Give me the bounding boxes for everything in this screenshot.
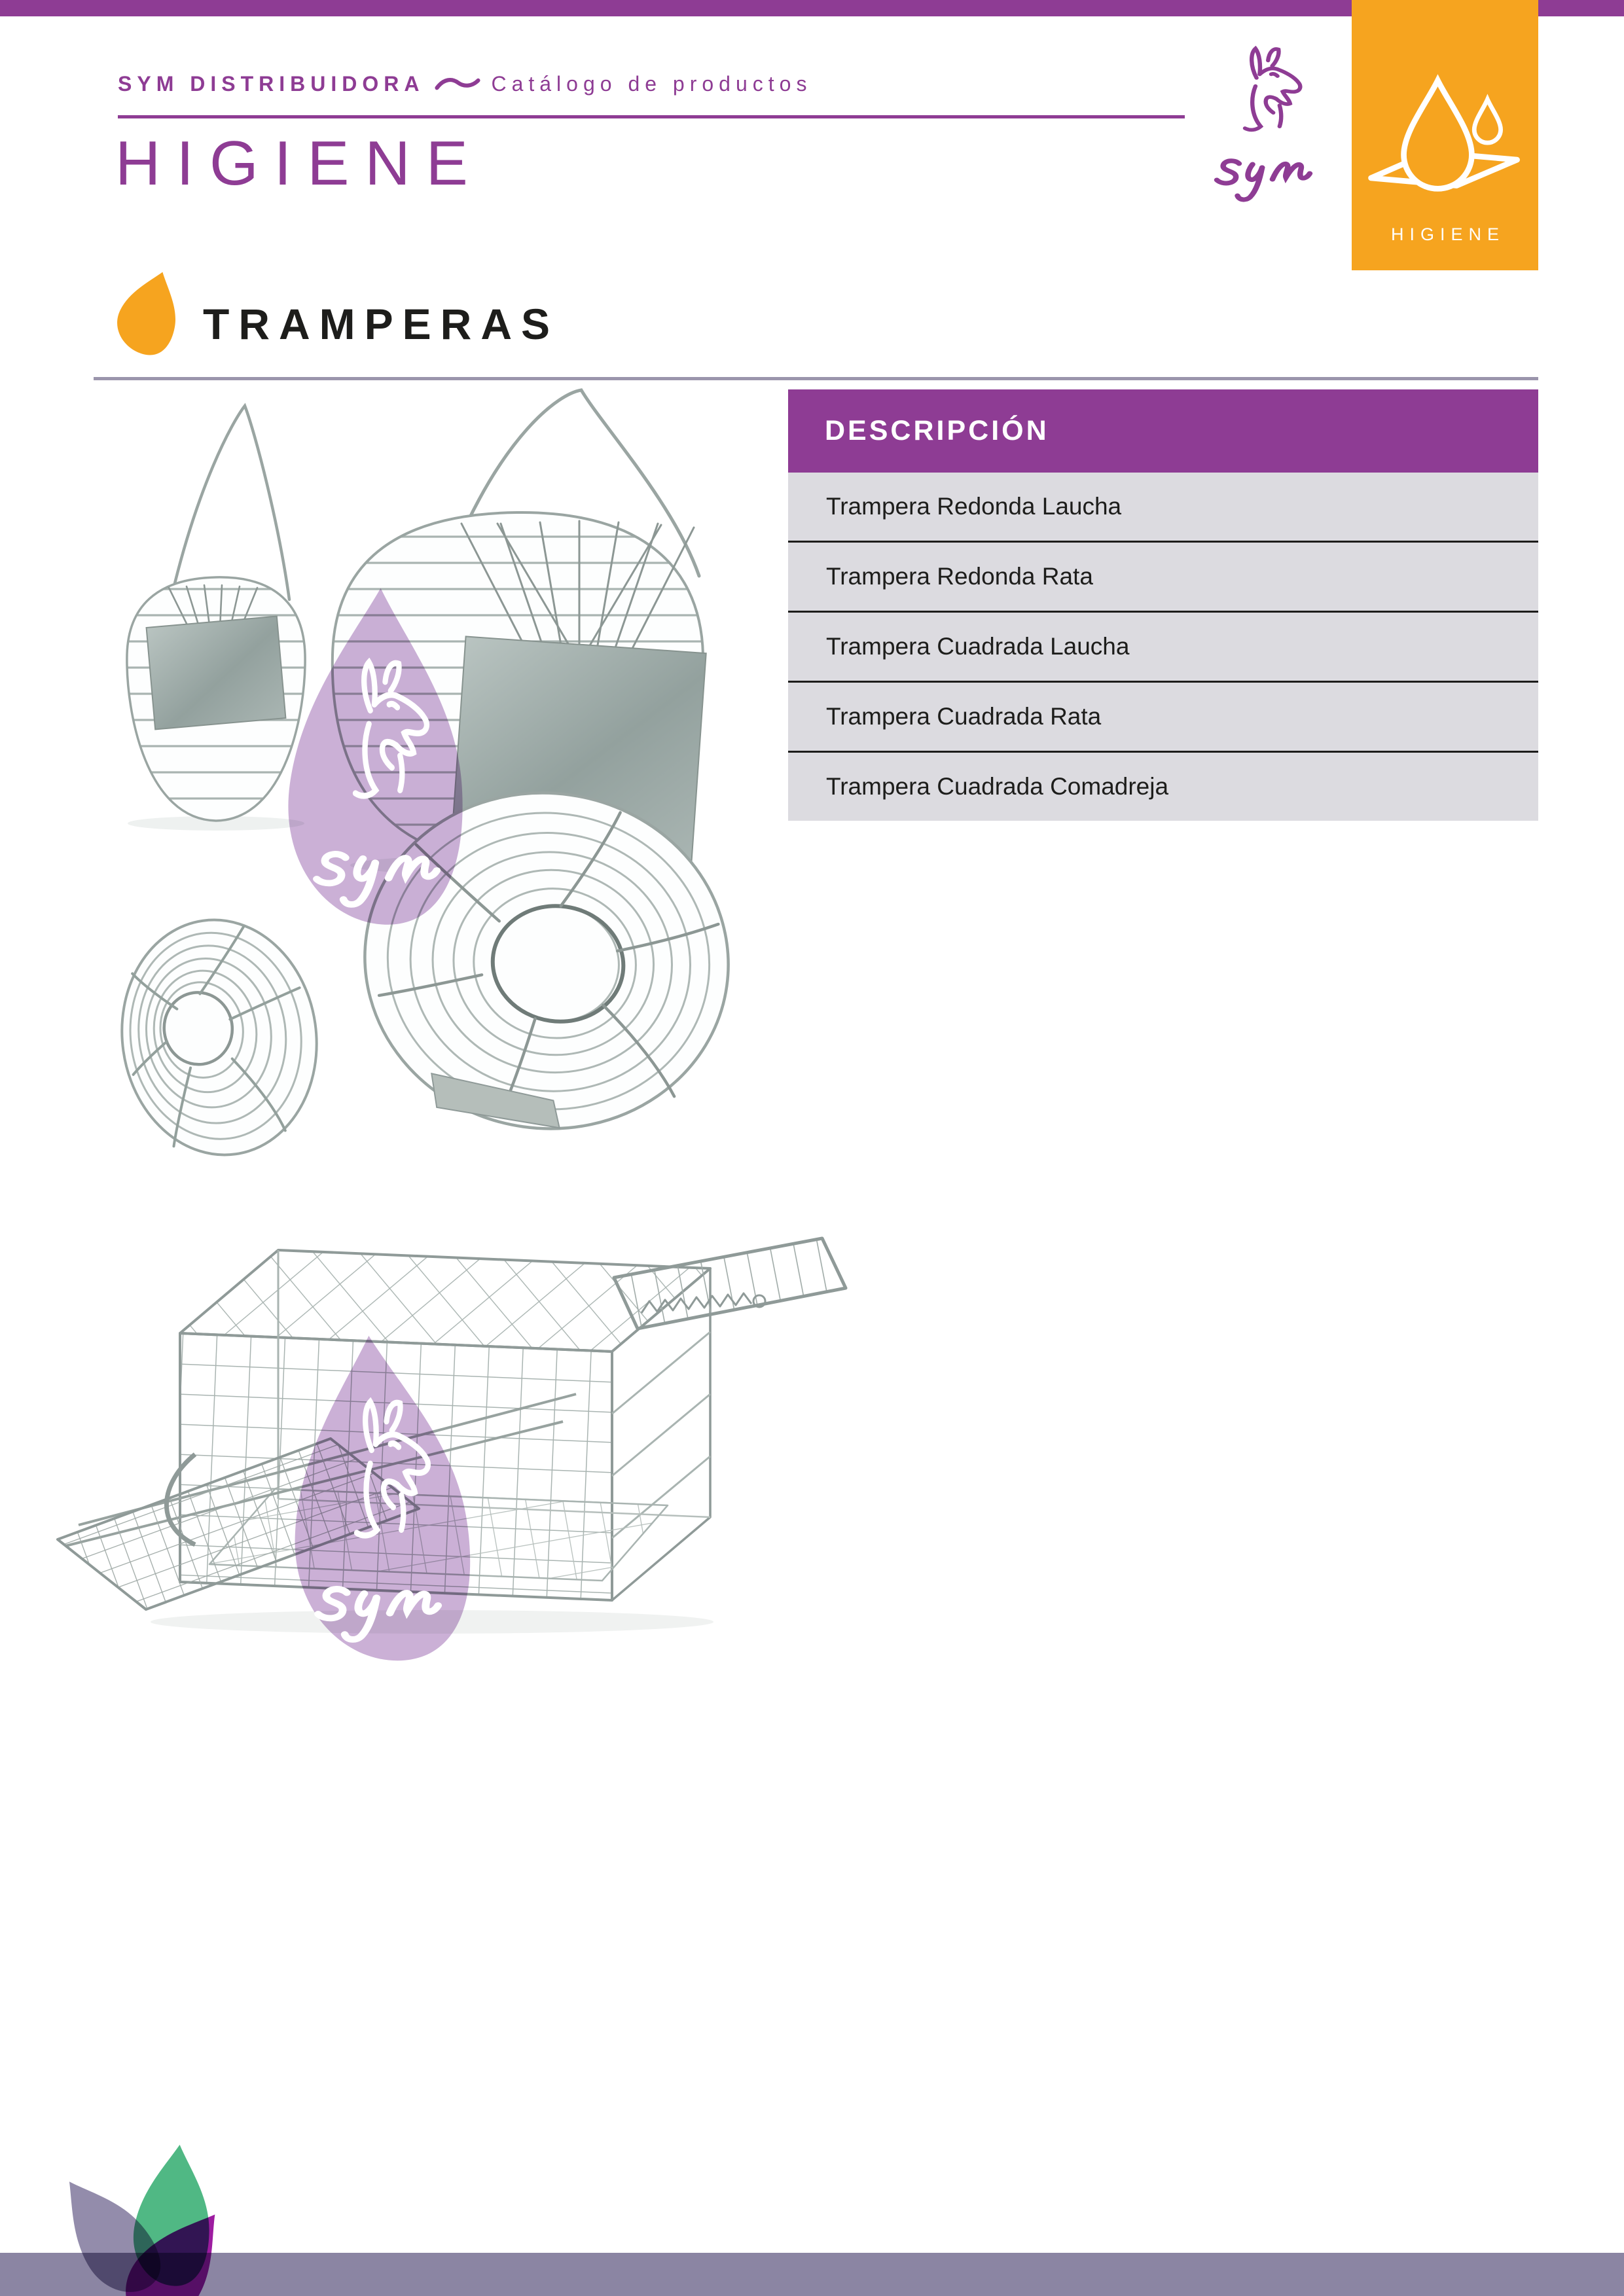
product-name: Trampera Cuadrada Rata xyxy=(826,703,1102,730)
table-row xyxy=(788,473,1538,541)
table-row xyxy=(788,751,1538,821)
corner-brand-logo xyxy=(1217,48,1310,200)
droplets-on-pad-icon xyxy=(1363,73,1527,201)
footer-bar xyxy=(0,2253,1624,2296)
sym-script-logo xyxy=(1217,161,1310,200)
products-table xyxy=(788,389,1538,821)
table-row xyxy=(788,681,1538,751)
table-row xyxy=(788,611,1538,681)
section-title: TRAMPERAS xyxy=(203,300,560,348)
category-tab-label: HIGIENE xyxy=(1390,224,1506,244)
brand-name: SYM DISTRIBUIDORA xyxy=(118,72,425,96)
dog-head-icon xyxy=(1245,48,1300,130)
drop-icon xyxy=(109,263,192,362)
catalog-label: Catálogo de productos xyxy=(491,72,812,96)
product-name: Trampera Cuadrada Comadreja xyxy=(826,773,1169,800)
page-title: HIGIENE xyxy=(115,128,484,198)
header-rule xyxy=(118,115,1185,118)
product-name: Trampera Cuadrada Laucha xyxy=(826,633,1130,660)
product-name: Trampera Redonda Laucha xyxy=(826,493,1122,520)
table-row xyxy=(788,541,1538,611)
table-header-label: DESCRIPCIÓN xyxy=(825,415,1049,446)
footer xyxy=(0,2140,1624,2296)
swoosh-icon xyxy=(435,75,480,94)
breadcrumb xyxy=(118,72,812,96)
category-tab-higiene xyxy=(1352,0,1538,270)
product-name: Trampera Redonda Rata xyxy=(826,563,1093,590)
table-header xyxy=(788,389,1538,473)
section-rule xyxy=(94,377,1538,380)
